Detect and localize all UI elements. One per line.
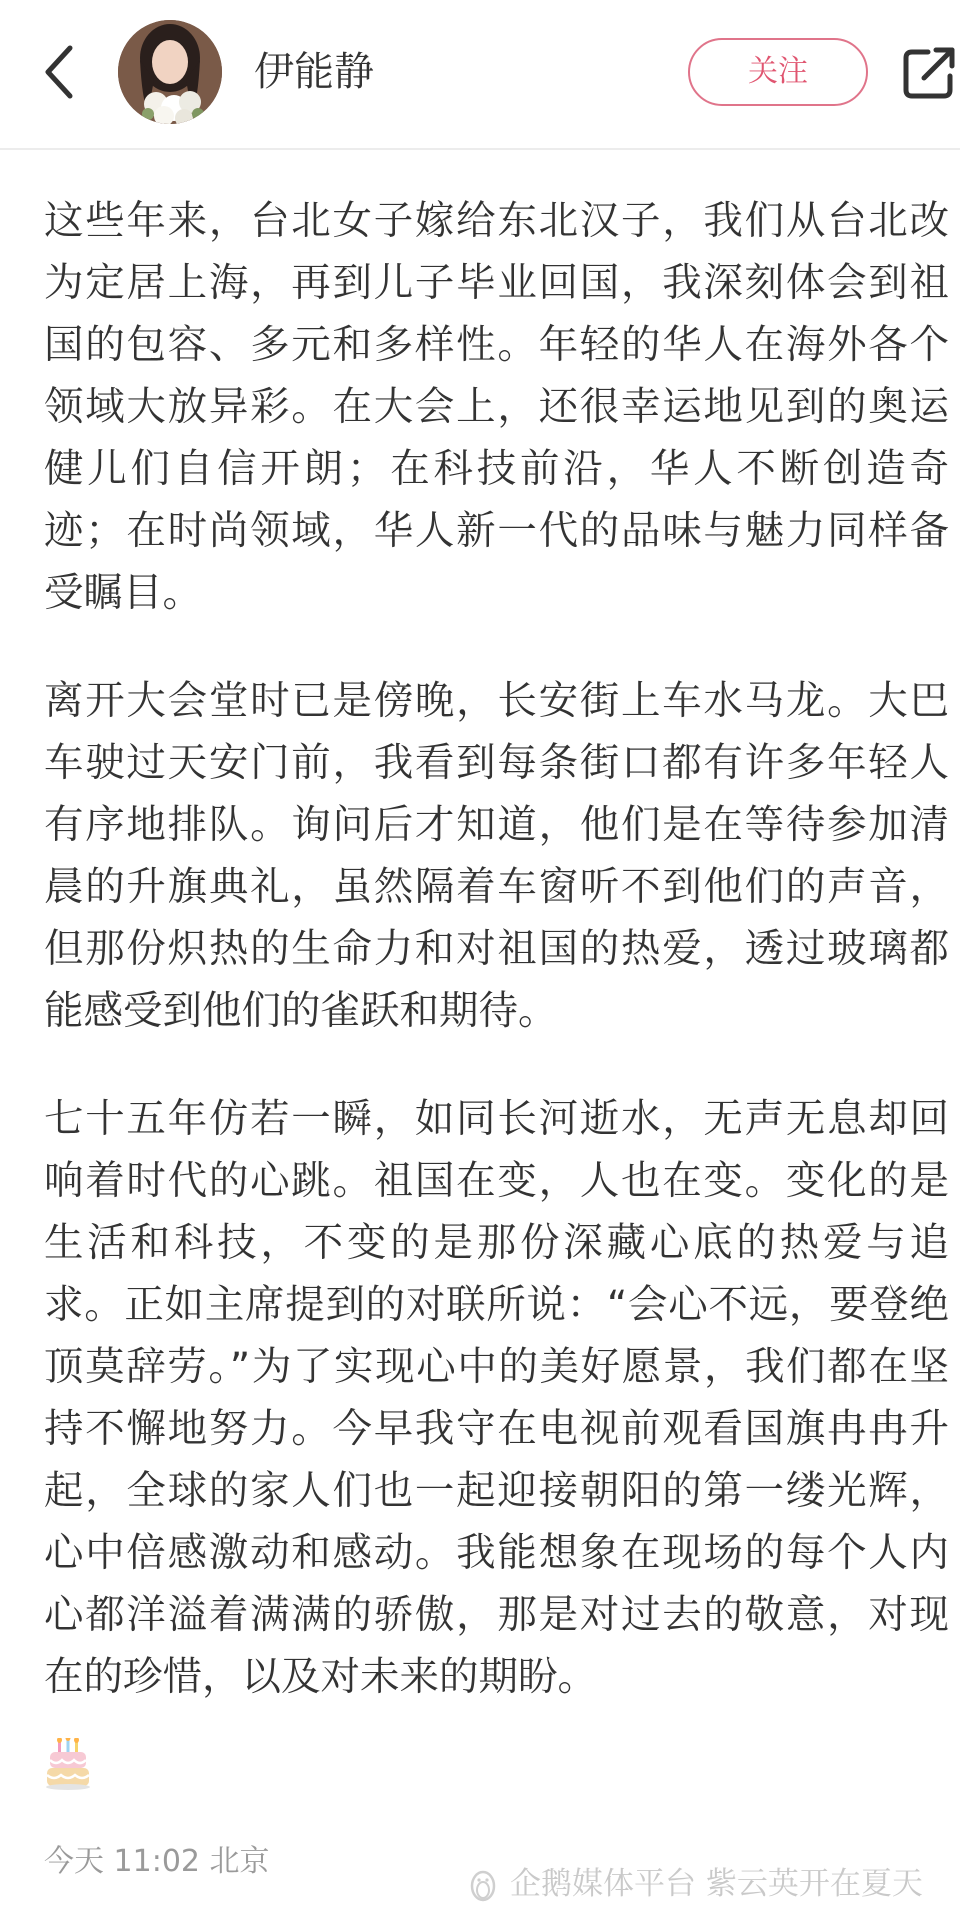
article-body (44, 190, 949, 1754)
watermark-text: 企鹅媒体平台 紫云英开在夏天 (510, 1866, 923, 1902)
top-bar (0, 0, 960, 150)
chevron-left-icon (40, 42, 80, 102)
share-icon (900, 44, 958, 102)
post-meta: 今天 11:02 北京 (44, 1844, 270, 1879)
article-paragraph: 这些年来，台北女子嫁给东北汉子，我们从台北改为定居上海，再到儿子毕业回国，我深刻体会到祖国的包容、多元和多样性。年轻的华人在海外各个领域大放异彩。在大会上，还很幸运地见到的奥运健儿们自信开朗；在科技前沿，华人不断创造奇迹；在时尚领域，华人新一代的品味与魅力同样备受瞩目。 (44, 198, 949, 616)
watermark (466, 1862, 923, 1906)
article-paragraph: 七十五年仿若一瞬，如同长河逝水，无声无息却回响着时代的心跳。祖国在变，人也在变。变化的是生活和科技，不变的是那份深藏心底的热爱与追求。正如主席提到的对联所说：“会心不远，要登绝顶莫辞劳。”为了实现心中的美好愿景，我们都在坚持不懈地努力。今早我守在电视前观看国旗冉冉升起，全球的家人们也一起迎接朝阳的第一缕光辉，心中倍感激动和感动。我能想象在现场的每个人内心都洋溢着满满的骄傲，那是对过去的敬意，对现在的珍惜，以及对未来的期盼。 (44, 1096, 949, 1700)
username[interactable]: 伊能静 (254, 49, 374, 95)
avatar[interactable] (118, 20, 222, 124)
share-button[interactable] (900, 44, 958, 102)
penguin-logo-icon (466, 1869, 500, 1903)
back-button[interactable] (40, 42, 80, 102)
avatar-portrait-icon (118, 20, 222, 124)
follow-button[interactable]: 关注 (688, 38, 868, 106)
article-paragraph: 离开大会堂时已是傍晚，长安街上车水马龙。大巴车驶过天安门前，我看到每条街口都有许多年轻人有序地排队。询问后才知道，他们是在等待参加清晨的升旗典礼，虽然隔着车窗听不到他们的声音，但那份炽热的生命力和对祖国的热爱，透过玻璃都能感受到他们的雀跃和期待。 (44, 678, 949, 1034)
birthday-cake-icon (46, 1738, 90, 1790)
